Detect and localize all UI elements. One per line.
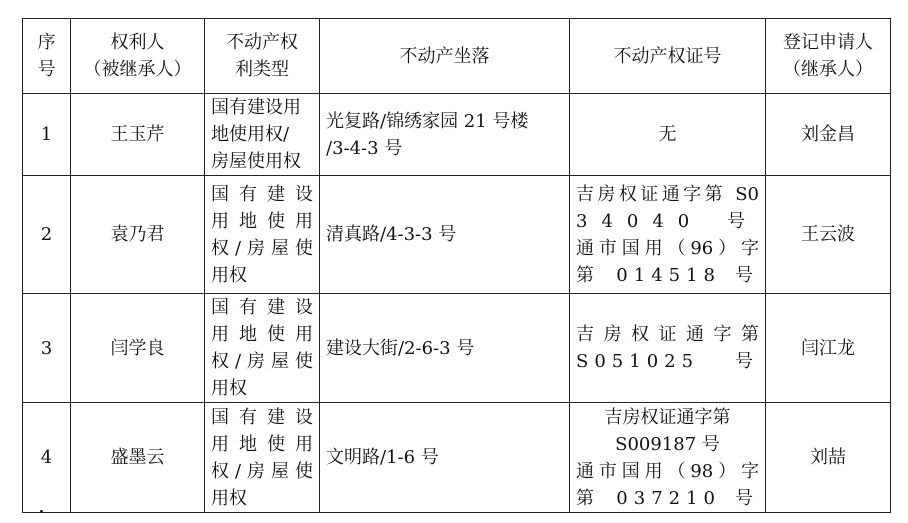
right-type-cell: 国有建设 用地使用 权/房屋使 用权 — [205, 176, 320, 294]
applicant-name: 闫江龙 — [766, 294, 891, 403]
table-row — [23, 294, 891, 403]
header-right-type: 不动产权 利类型 — [205, 19, 320, 94]
stray-mark — [40, 510, 43, 513]
certificate-cell: 无 — [570, 94, 766, 176]
right-type-cell: 国有建设用 地使用权/ 房屋使用权 — [205, 94, 320, 176]
applicant-name: 王云波 — [766, 176, 891, 294]
location-cell: 光复路/锦绣家园 21 号楼 /3-4-3 号 — [320, 94, 570, 176]
certificate-cell: 吉房权证通字第 S009187 号 通市国用（98）字 第 037210 号 — [570, 403, 766, 513]
applicant-name: 刘金昌 — [766, 94, 891, 176]
table-row — [23, 176, 891, 294]
header-row — [23, 19, 891, 94]
header-applicant: 登记申请人 （继承人） — [766, 19, 891, 94]
table-row — [23, 94, 891, 176]
table-row — [23, 403, 891, 513]
header-index: 序 号 — [23, 19, 71, 94]
owner-name: 袁乃君 — [71, 176, 205, 294]
certificate-cell: 吉房权证通字第 S051025 号 — [570, 294, 766, 403]
row-index: 4 — [23, 403, 71, 513]
location-cell: 文明路/1-6 号 — [320, 403, 570, 513]
applicant-name: 刘喆 — [766, 403, 891, 513]
owner-name: 王玉芹 — [71, 94, 205, 176]
header-location: 不动产坐落 — [320, 19, 570, 94]
row-index: 1 — [23, 94, 71, 176]
right-type-cell: 国有建设 用地使用 权/房屋使 用权 — [205, 294, 320, 403]
header-certificate: 不动产权证号 — [570, 19, 766, 94]
owner-name: 盛墨云 — [71, 403, 205, 513]
location-cell: 建设大街/2-6-3 号 — [320, 294, 570, 403]
row-index: 2 — [23, 176, 71, 294]
inheritance-registration-table — [22, 18, 891, 513]
owner-name: 闫学良 — [71, 294, 205, 403]
row-index: 3 — [23, 294, 71, 403]
right-type-cell: 国有建设 用地使用 权/房屋使 用权 — [205, 403, 320, 513]
header-owner: 权利人 （被继承人） — [71, 19, 205, 94]
location-cell: 清真路/4-3-3 号 — [320, 176, 570, 294]
certificate-cell: 吉房权证通字第 S0 34040 号 通市国用（96）字 第 014518 号 — [570, 176, 766, 294]
